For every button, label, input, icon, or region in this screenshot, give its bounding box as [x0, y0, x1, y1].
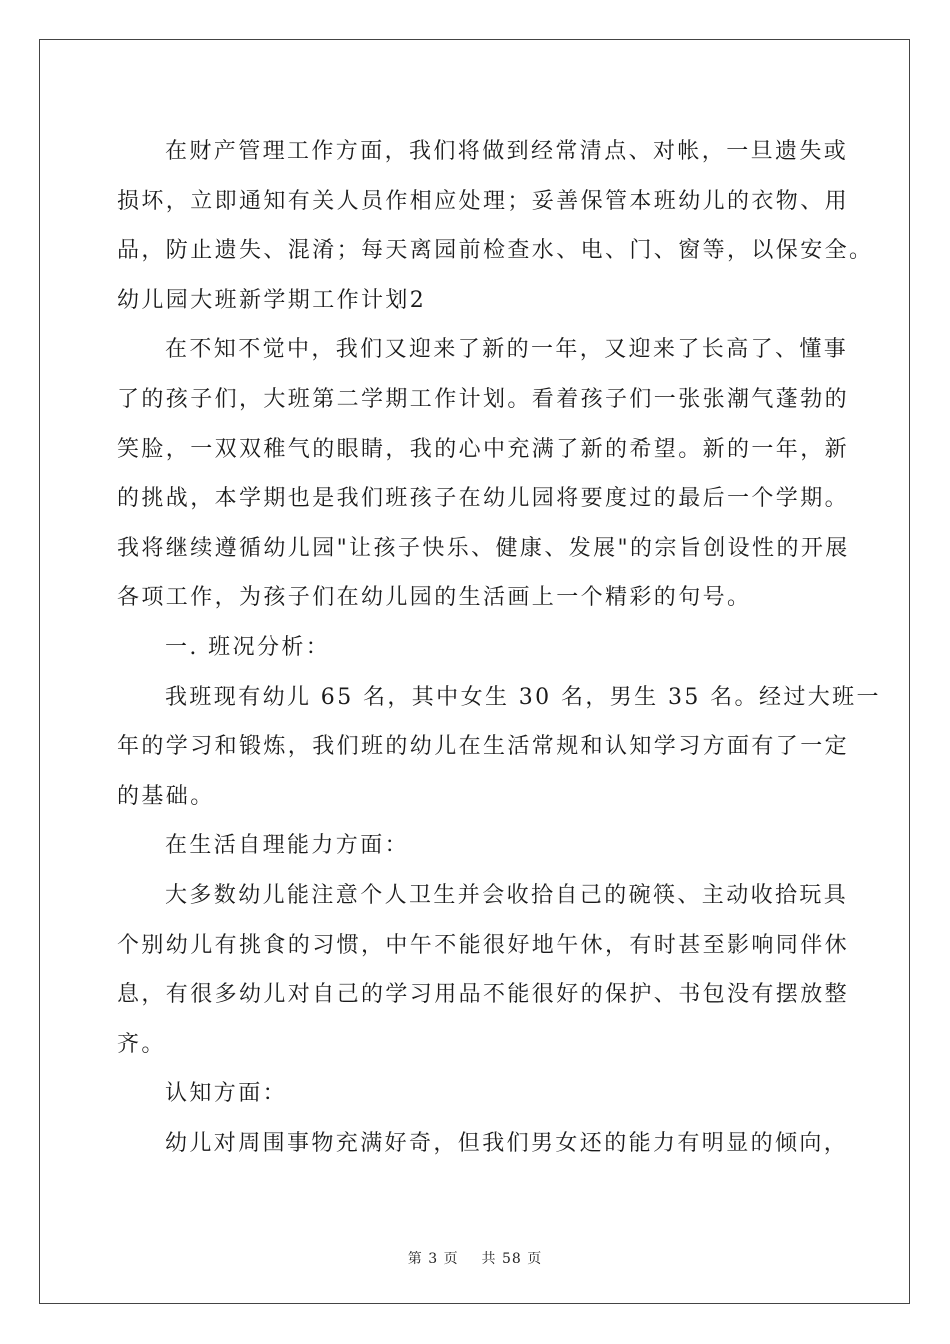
paragraph-line: 我班现有幼儿 65 名，其中女生 30 名，男生 35 名。经过大班一: [165, 684, 881, 710]
paragraph-line: 的基础。: [117, 783, 215, 809]
paragraph-line: 在不知不觉中，我们又迎来了新的一年，又迎来了长高了、懂事: [165, 337, 849, 363]
document-body: [117, 127, 881, 1168]
paragraph-line: 我将继续遵循幼儿园"让孩子快乐、健康、发展"的宗旨创设性的开展: [117, 535, 850, 561]
paragraph-line: 各项工作，为孩子们在幼儿园的生活画上一个精彩的句号。: [117, 585, 752, 611]
section-heading: 幼儿园大班新学期工作计划2: [117, 287, 427, 313]
paragraph-line: 个别幼儿有挑食的习惯，中午不能很好地午休，有时甚至影响同伴休: [117, 932, 850, 958]
paragraph-line: 笑脸，一双双稚气的眼睛，我的心中充满了新的希望。新的一年，新: [117, 436, 850, 462]
subheading: 在生活自理能力方面：: [165, 833, 410, 859]
paragraph-line: 齐。: [117, 1031, 166, 1057]
subheading: 认知方面：: [165, 1081, 288, 1107]
paragraph-line: 年的学习和锻炼，我们班的幼儿在生活常规和认知学习方面有了一定: [117, 734, 850, 760]
paragraph-line: 了的孩子们，大班第二学期工作计划。看着孩子们一张张潮气蓬勃的: [117, 386, 850, 412]
paragraph-line: 大多数幼儿能注意个人卫生并会收拾自己的碗筷、主动收拾玩具: [165, 882, 849, 908]
paragraph-line: 品，防止遗失、混淆；每天离园前检查水、电、门、窗等，以保安全。: [117, 238, 874, 264]
paragraph-line: 息，有很多幼儿对自己的学习用品不能很好的保护、书包没有摆放整: [117, 982, 850, 1008]
page-footer: [0, 1248, 950, 1268]
paragraph-line: 幼儿对周围事物充满好奇，但我们男女还的能力有明显的倾向，: [165, 1130, 849, 1156]
page-number: 第 3 页: [407, 1251, 459, 1267]
paragraph-line: 损坏，立即通知有关人员作相应处理；妥善保管本班幼儿的衣物、用: [117, 188, 850, 214]
subheading: 一. 班况分析：: [165, 634, 331, 660]
page-total: 共 58 页: [481, 1251, 543, 1267]
paragraph-line: 的挑战，本学期也是我们班孩子在幼儿园将要度过的最后一个学期。: [117, 486, 850, 512]
paragraph-line: 在财产管理工作方面，我们将做到经常清点、对帐，一旦遗失或: [165, 139, 849, 164]
